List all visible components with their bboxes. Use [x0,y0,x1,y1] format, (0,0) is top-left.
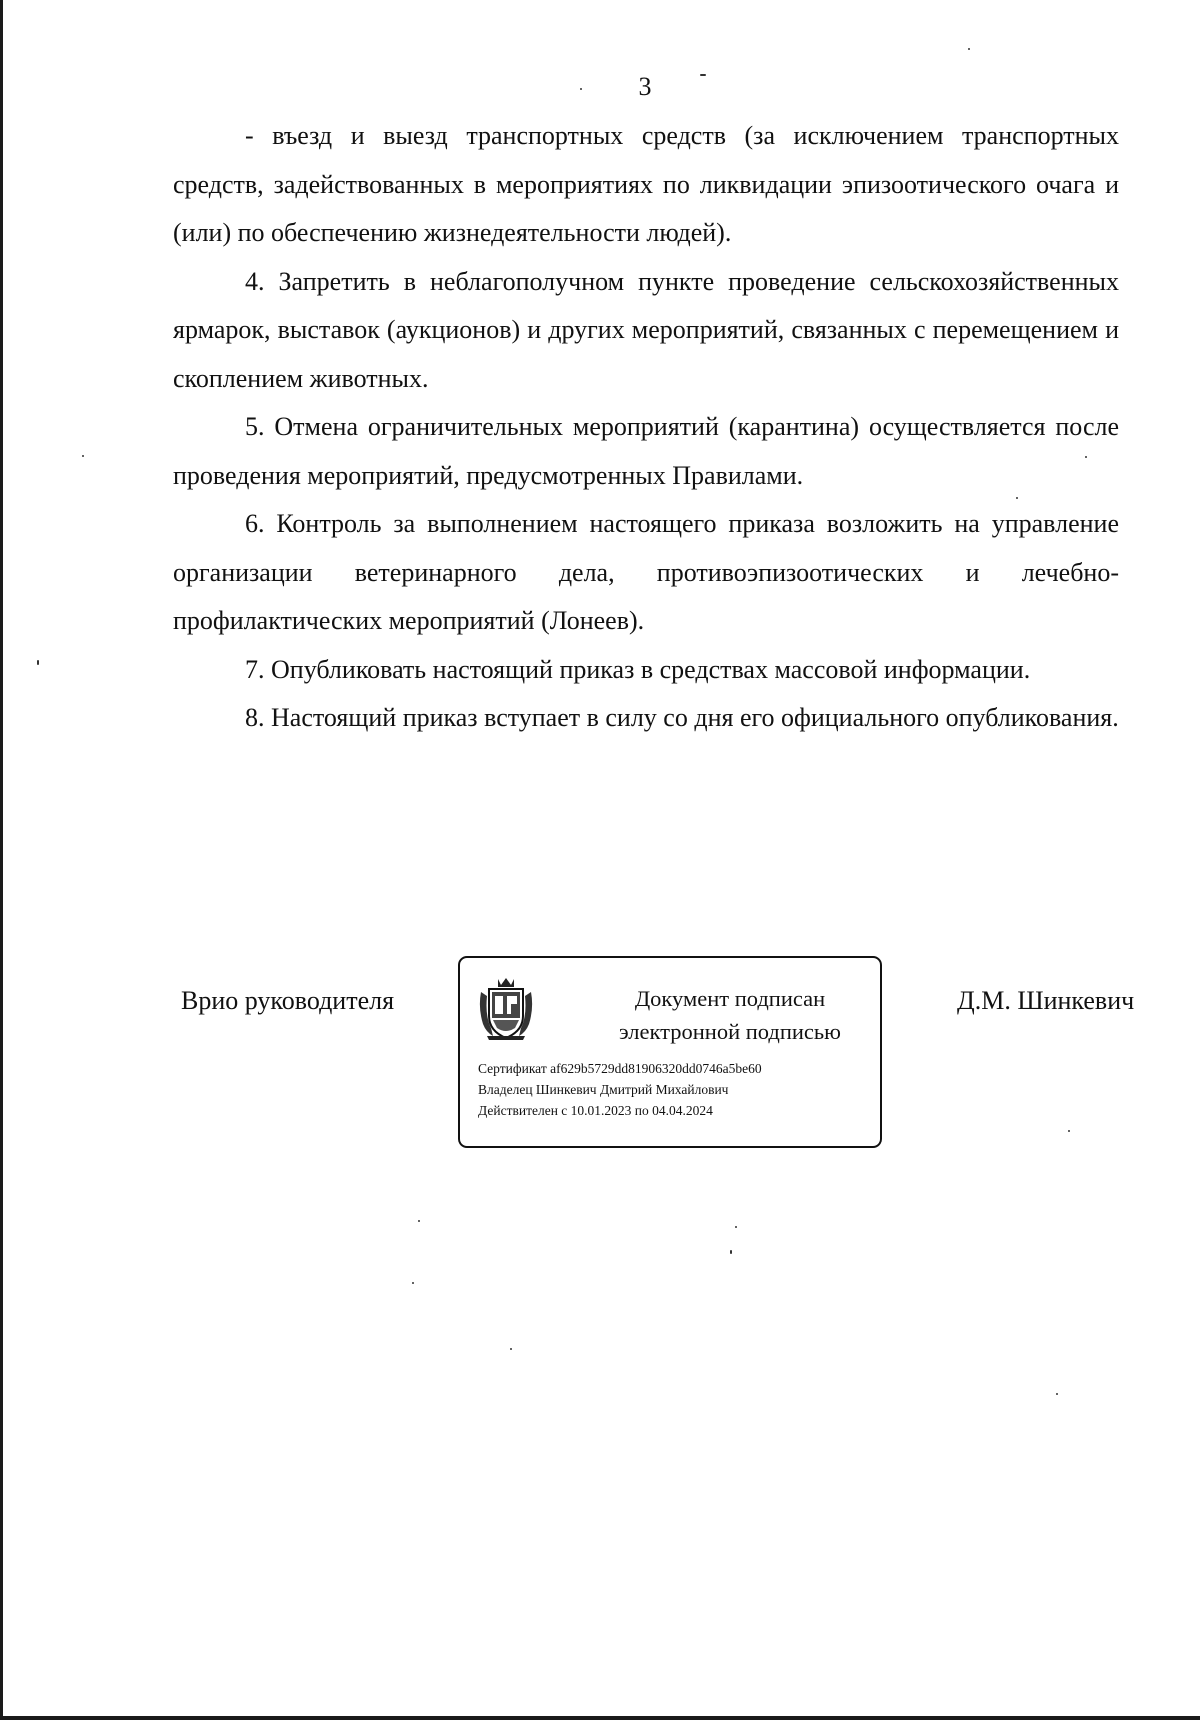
scan-speck [418,1220,420,1222]
paragraph-item-8: 8. Настоящий приказ вступает в силу со дня его официального опубликования. [245,703,1119,732]
paragraph-item-4: 4. Запретить в неблагополучном пункте проведение сельскохозяйственных ярмарок, выставок (аукционов) и других мероприятий, связанных с перемещением и скоплением животных. [173,266,1119,393]
scan-speck [735,1226,737,1228]
scan-speck [510,1348,512,1350]
scan-speck [1016,497,1018,499]
scan-speck [968,48,970,50]
paragraph-vehicle-entry: - въезд и выезд транспортных средств (за исключением транспортных средств, задействованных в мероприятиях по ликвидации эпизоотического очага и (или) по обеспечению жизнедеятельности людей). [173,121,1119,247]
scan-speck [37,660,39,665]
scan-speck [1068,1130,1070,1132]
scan-speck [730,1250,732,1254]
scan-edge-left [0,0,3,1720]
stamp-owner: Владелец Шинкевич Дмитрий Михайлович [478,1082,729,1097]
scan-speck [412,1282,414,1284]
coat-of-arms-emblem [477,976,535,1042]
scan-speck [580,88,582,90]
stamp-title-line-2: электронной подписью [619,1019,841,1044]
scan-speck [82,455,84,457]
document-body [173,112,1119,743]
paragraph-item-7: 7. Опубликовать настоящий приказ в средствах массовой информации. [245,654,1031,684]
stamp-title [580,982,880,1048]
page-number: 3 [638,72,652,101]
scan-edge-bottom [0,1716,1200,1720]
scan-speck [1056,1393,1058,1395]
scan-speck [1085,456,1087,458]
paragraph-item-5: 5. Отмена ограничительных мероприятий (карантина) осуществляется после проведения мероприятий, предусмотренных Правилами. [173,412,1119,490]
signer-name: Д.М. Шинкевич [957,986,1135,1015]
stamp-title-line-1: Документ подписан [634,986,826,1011]
electronic-signature-stamp [458,956,882,1148]
scan-speck [700,74,706,76]
stamp-details [478,1058,878,1121]
stamp-certificate: Сертификат af629b5729dd81906320dd0746a5be60 [478,1061,762,1076]
stamp-validity: Действителен с 10.01.2023 по 04.04.2024 [478,1103,713,1118]
signer-position: Врио руководителя [181,986,395,1015]
paragraph-item-6: 6. Контроль за выполнением настоящего приказа возложить на управление организации ветеринарного дела, противоэпизоотических и лечебно-профилактических мероприятий (Лонеев). [173,509,1119,635]
